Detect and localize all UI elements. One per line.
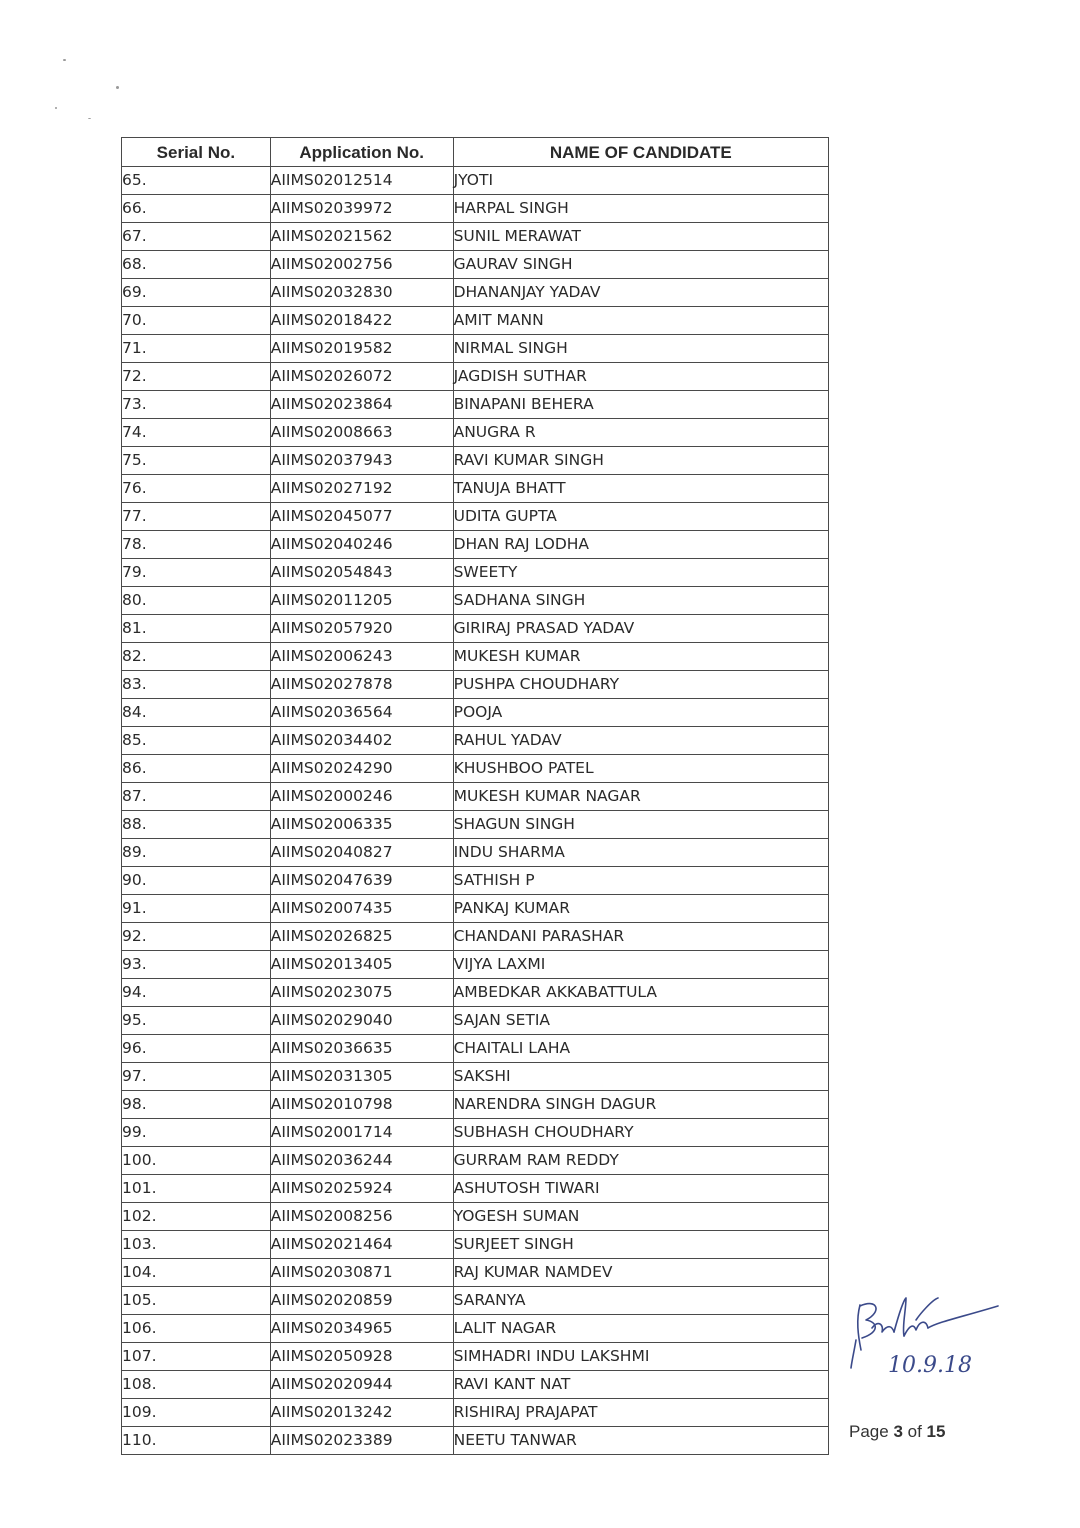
table-row xyxy=(122,783,829,811)
table-row xyxy=(122,1371,829,1399)
application-no-cell: AIIMS02034965 xyxy=(270,1315,453,1343)
application-no-cell: AIIMS02027192 xyxy=(270,475,453,503)
table-row xyxy=(122,839,829,867)
serial-no-cell: 84. xyxy=(122,699,271,727)
table-row xyxy=(122,1315,829,1343)
application-no-cell: AIIMS02024290 xyxy=(270,755,453,783)
candidate-name-cell: HARPAL SINGH xyxy=(453,195,828,223)
table-row xyxy=(122,1063,829,1091)
application-no-cell: AIIMS02032830 xyxy=(270,279,453,307)
table-row xyxy=(122,559,829,587)
table-row xyxy=(122,279,829,307)
candidate-name-cell: MUKESH KUMAR xyxy=(453,643,828,671)
serial-no-cell: 77. xyxy=(122,503,271,531)
application-no-cell: AIIMS02002756 xyxy=(270,251,453,279)
candidate-name-cell: POOJA xyxy=(453,699,828,727)
serial-no-cell: 92. xyxy=(122,923,271,951)
candidate-name-cell: RAVI KUMAR SINGH xyxy=(453,447,828,475)
serial-no-cell: 93. xyxy=(122,951,271,979)
table-row xyxy=(122,447,829,475)
serial-no-cell: 66. xyxy=(122,195,271,223)
table-row xyxy=(122,251,829,279)
application-no-cell: AIIMS02000246 xyxy=(270,783,453,811)
candidate-name-cell: INDU SHARMA xyxy=(453,839,828,867)
candidate-name-cell: LALIT NAGAR xyxy=(453,1315,828,1343)
handwritten-signature xyxy=(848,1280,1008,1390)
serial-no-cell: 102. xyxy=(122,1203,271,1231)
serial-no-cell: 105. xyxy=(122,1287,271,1315)
candidate-name-cell: DHAN RAJ LODHA xyxy=(453,531,828,559)
candidate-name-cell: MUKESH KUMAR NAGAR xyxy=(453,783,828,811)
candidate-name-cell: JAGDISH SUTHAR xyxy=(453,363,828,391)
serial-no-cell: 70. xyxy=(122,307,271,335)
candidate-name-cell: NEETU TANWAR xyxy=(453,1427,828,1455)
table-row xyxy=(122,1035,829,1063)
serial-no-cell: 74. xyxy=(122,419,271,447)
table-row xyxy=(122,1427,829,1455)
candidate-name-cell: SHAGUN SINGH xyxy=(453,811,828,839)
page-number xyxy=(849,1422,945,1442)
candidate-name-cell: BINAPANI BEHERA xyxy=(453,391,828,419)
candidate-name-cell: SUBHASH CHOUDHARY xyxy=(453,1119,828,1147)
application-no-cell: AIIMS02036564 xyxy=(270,699,453,727)
serial-no-cell: 80. xyxy=(122,587,271,615)
serial-no-cell: 103. xyxy=(122,1231,271,1259)
serial-no-cell: 69. xyxy=(122,279,271,307)
serial-no-cell: 97. xyxy=(122,1063,271,1091)
serial-no-cell: 78. xyxy=(122,531,271,559)
candidate-name-cell: UDITA GUPTA xyxy=(453,503,828,531)
table-body xyxy=(122,167,829,1455)
table-row xyxy=(122,1007,829,1035)
serial-no-cell: 107. xyxy=(122,1343,271,1371)
application-no-cell: AIIMS02019582 xyxy=(270,335,453,363)
application-no-cell: AIIMS02057920 xyxy=(270,615,453,643)
table-row xyxy=(122,867,829,895)
scan-speck xyxy=(55,107,57,109)
table-row xyxy=(122,1259,829,1287)
serial-no-cell: 71. xyxy=(122,335,271,363)
serial-no-cell: 67. xyxy=(122,223,271,251)
application-no-cell: AIIMS02013405 xyxy=(270,951,453,979)
serial-no-cell: 83. xyxy=(122,671,271,699)
application-no-cell: AIIMS02025924 xyxy=(270,1175,453,1203)
table-row xyxy=(122,1091,829,1119)
application-no-cell: AIIMS02030871 xyxy=(270,1259,453,1287)
candidate-name-cell: YOGESH SUMAN xyxy=(453,1203,828,1231)
serial-no-header: Serial No. xyxy=(122,138,271,167)
page-total: 15 xyxy=(926,1422,946,1441)
serial-no-cell: 72. xyxy=(122,363,271,391)
serial-no-cell: 108. xyxy=(122,1371,271,1399)
application-no-cell: AIIMS02040246 xyxy=(270,531,453,559)
application-no-header: Application No. xyxy=(270,138,453,167)
serial-no-cell: 104. xyxy=(122,1259,271,1287)
application-no-cell: AIIMS02023389 xyxy=(270,1427,453,1455)
candidate-name-cell: CHANDANI PARASHAR xyxy=(453,923,828,951)
serial-no-cell: 90. xyxy=(122,867,271,895)
table-row xyxy=(122,699,829,727)
scan-speck xyxy=(116,86,119,89)
application-no-cell: AIIMS02036244 xyxy=(270,1147,453,1175)
serial-no-cell: 100. xyxy=(122,1147,271,1175)
application-no-cell: AIIMS02008663 xyxy=(270,419,453,447)
table-row xyxy=(122,195,829,223)
candidate-name-cell: AMIT MANN xyxy=(453,307,828,335)
application-no-cell: AIIMS02031305 xyxy=(270,1063,453,1091)
application-no-cell: AIIMS02045077 xyxy=(270,503,453,531)
candidate-name-cell: SWEETY xyxy=(453,559,828,587)
candidate-name-cell: SUNIL MERAWAT xyxy=(453,223,828,251)
candidate-name-cell: KHUSHBOO PATEL xyxy=(453,755,828,783)
application-no-cell: AIIMS02037943 xyxy=(270,447,453,475)
application-no-cell: AIIMS02029040 xyxy=(270,1007,453,1035)
serial-no-cell: 85. xyxy=(122,727,271,755)
table-row xyxy=(122,923,829,951)
application-no-cell: AIIMS02006335 xyxy=(270,811,453,839)
page-current: 3 xyxy=(893,1422,903,1441)
serial-no-cell: 106. xyxy=(122,1315,271,1343)
table-row xyxy=(122,167,829,195)
table-row xyxy=(122,979,829,1007)
table-row xyxy=(122,1231,829,1259)
application-no-cell: AIIMS02040827 xyxy=(270,839,453,867)
table-row xyxy=(122,1399,829,1427)
candidate-name-cell: JYOTI xyxy=(453,167,828,195)
serial-no-cell: 86. xyxy=(122,755,271,783)
table-row xyxy=(122,727,829,755)
table-row xyxy=(122,307,829,335)
application-no-cell: AIIMS02006243 xyxy=(270,643,453,671)
table-header-row xyxy=(122,138,829,167)
candidate-table xyxy=(121,137,829,1455)
serial-no-cell: 68. xyxy=(122,251,271,279)
application-no-cell: AIIMS02007435 xyxy=(270,895,453,923)
table-row xyxy=(122,811,829,839)
application-no-cell: AIIMS02010798 xyxy=(270,1091,453,1119)
candidate-name-cell: SIMHADRI INDU LAKSHMI xyxy=(453,1343,828,1371)
application-no-cell: AIIMS02001714 xyxy=(270,1119,453,1147)
candidate-name-cell: GAURAV SINGH xyxy=(453,251,828,279)
serial-no-cell: 82. xyxy=(122,643,271,671)
candidate-name-cell: GIRIRAJ PRASAD YADAV xyxy=(453,615,828,643)
candidate-name-cell: RAHUL YADAV xyxy=(453,727,828,755)
application-no-cell: AIIMS02026072 xyxy=(270,363,453,391)
application-no-cell: AIIMS02050928 xyxy=(270,1343,453,1371)
application-no-cell: AIIMS02026825 xyxy=(270,923,453,951)
table-row xyxy=(122,615,829,643)
table-row xyxy=(122,335,829,363)
table-row xyxy=(122,1343,829,1371)
table-row xyxy=(122,223,829,251)
candidate-name-cell: GURRAM RAM REDDY xyxy=(453,1147,828,1175)
serial-no-cell: 94. xyxy=(122,979,271,1007)
candidate-name-cell: ASHUTOSH TIWARI xyxy=(453,1175,828,1203)
table-row xyxy=(122,1203,829,1231)
table-row xyxy=(122,531,829,559)
page-prefix: Page xyxy=(849,1422,894,1441)
table-row xyxy=(122,475,829,503)
candidate-name-cell: PANKAJ KUMAR xyxy=(453,895,828,923)
candidate-name-cell: SATHISH P xyxy=(453,867,828,895)
table-row xyxy=(122,503,829,531)
serial-no-cell: 79. xyxy=(122,559,271,587)
candidate-name-cell: SURJEET SINGH xyxy=(453,1231,828,1259)
serial-no-cell: 87. xyxy=(122,783,271,811)
signature-date: 10.9.18 xyxy=(888,1353,972,1378)
candidate-name-cell: SARANYA xyxy=(453,1287,828,1315)
application-no-cell: AIIMS02054843 xyxy=(270,559,453,587)
table-row xyxy=(122,363,829,391)
candidate-name-cell: SAKSHI xyxy=(453,1063,828,1091)
application-no-cell: AIIMS02021562 xyxy=(270,223,453,251)
application-no-cell: AIIMS02008256 xyxy=(270,1203,453,1231)
candidate-name-cell: NARENDRA SINGH DAGUR xyxy=(453,1091,828,1119)
table-row xyxy=(122,1175,829,1203)
scan-speck xyxy=(88,118,91,119)
application-no-cell: AIIMS02020859 xyxy=(270,1287,453,1315)
table-row xyxy=(122,587,829,615)
table-row xyxy=(122,643,829,671)
application-no-cell: AIIMS02021464 xyxy=(270,1231,453,1259)
application-no-cell: AIIMS02047639 xyxy=(270,867,453,895)
table-row xyxy=(122,895,829,923)
candidate-name-cell: RAVI KANT NAT xyxy=(453,1371,828,1399)
application-no-cell: AIIMS02023075 xyxy=(270,979,453,1007)
candidate-name-cell: VIJYA LAXMI xyxy=(453,951,828,979)
serial-no-cell: 95. xyxy=(122,1007,271,1035)
serial-no-cell: 89. xyxy=(122,839,271,867)
candidate-name-header: NAME OF CANDIDATE xyxy=(453,138,828,167)
serial-no-cell: 98. xyxy=(122,1091,271,1119)
candidate-name-cell: TANUJA BHATT xyxy=(453,475,828,503)
serial-no-cell: 75. xyxy=(122,447,271,475)
candidate-name-cell: SADHANA SINGH xyxy=(453,587,828,615)
application-no-cell: AIIMS02020944 xyxy=(270,1371,453,1399)
candidate-name-cell: RISHIRAJ PRAJAPAT xyxy=(453,1399,828,1427)
application-no-cell: AIIMS02011205 xyxy=(270,587,453,615)
application-no-cell: AIIMS02012514 xyxy=(270,167,453,195)
candidate-name-cell: DHANANJAY YADAV xyxy=(453,279,828,307)
serial-no-cell: 101. xyxy=(122,1175,271,1203)
application-no-cell: AIIMS02023864 xyxy=(270,391,453,419)
candidate-name-cell: NIRMAL SINGH xyxy=(453,335,828,363)
table-row xyxy=(122,951,829,979)
table-row xyxy=(122,391,829,419)
application-no-cell: AIIMS02027878 xyxy=(270,671,453,699)
serial-no-cell: 88. xyxy=(122,811,271,839)
serial-no-cell: 76. xyxy=(122,475,271,503)
serial-no-cell: 99. xyxy=(122,1119,271,1147)
serial-no-cell: 73. xyxy=(122,391,271,419)
candidate-name-cell: AMBEDKAR AKKABATTULA xyxy=(453,979,828,1007)
table-row xyxy=(122,671,829,699)
application-no-cell: AIIMS02039972 xyxy=(270,195,453,223)
candidate-name-cell: PUSHPA CHOUDHARY xyxy=(453,671,828,699)
application-no-cell: AIIMS02018422 xyxy=(270,307,453,335)
table-row xyxy=(122,1119,829,1147)
page-of: of xyxy=(902,1422,927,1441)
serial-no-cell: 91. xyxy=(122,895,271,923)
scan-speck xyxy=(63,59,66,61)
candidate-name-cell: CHAITALI LAHA xyxy=(453,1035,828,1063)
serial-no-cell: 109. xyxy=(122,1399,271,1427)
table-row xyxy=(122,1147,829,1175)
serial-no-cell: 65. xyxy=(122,167,271,195)
candidate-name-cell: ANUGRA R xyxy=(453,419,828,447)
serial-no-cell: 96. xyxy=(122,1035,271,1063)
application-no-cell: AIIMS02034402 xyxy=(270,727,453,755)
table-row xyxy=(122,755,829,783)
serial-no-cell: 110. xyxy=(122,1427,271,1455)
table-row xyxy=(122,1287,829,1315)
table-row xyxy=(122,419,829,447)
candidate-name-cell: RAJ KUMAR NAMDEV xyxy=(453,1259,828,1287)
application-no-cell: AIIMS02036635 xyxy=(270,1035,453,1063)
candidate-name-cell: SAJAN SETIA xyxy=(453,1007,828,1035)
serial-no-cell: 81. xyxy=(122,615,271,643)
application-no-cell: AIIMS02013242 xyxy=(270,1399,453,1427)
